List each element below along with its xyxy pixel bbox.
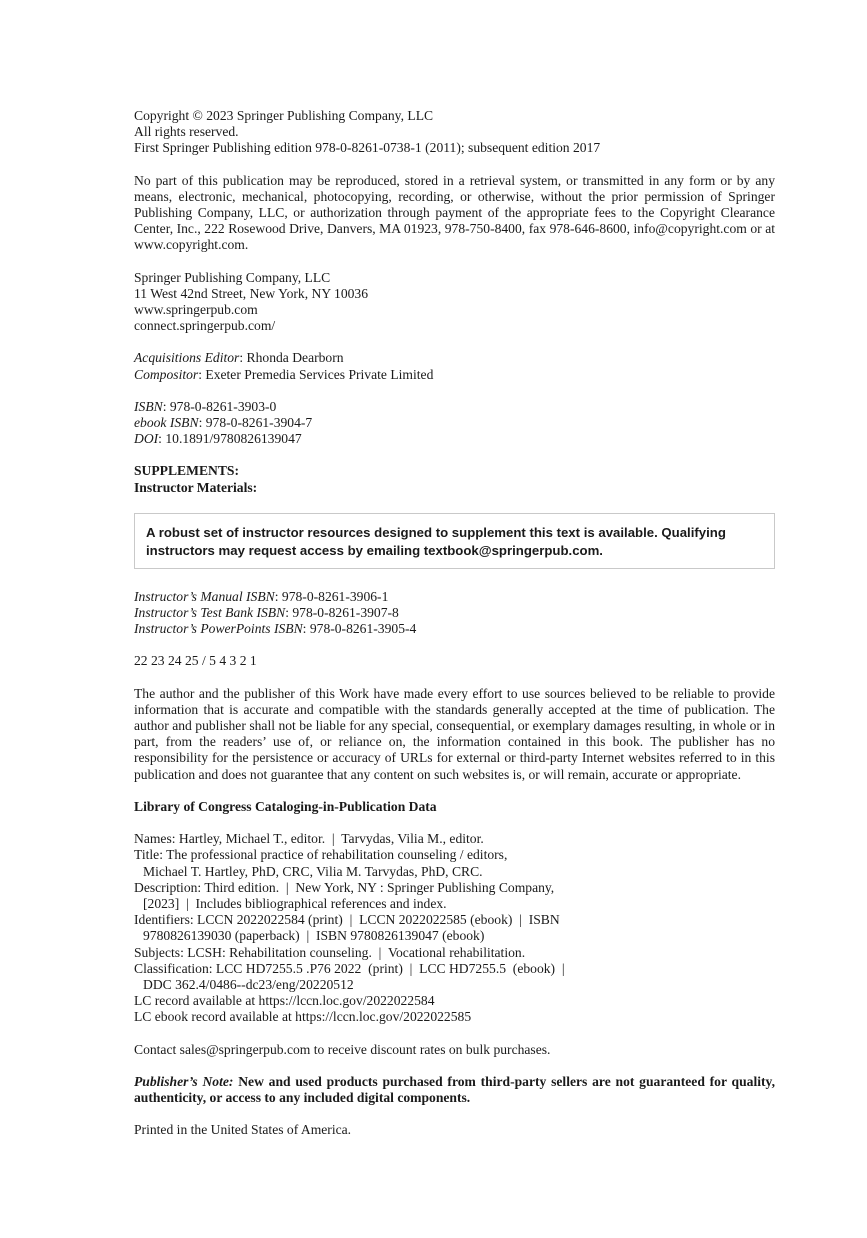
publisher-address: 11 West 42nd Street, New York, NY 10036 xyxy=(134,285,369,301)
credits-block xyxy=(134,350,775,382)
publisher-connect: connect.springerpub.com/ xyxy=(134,318,276,334)
ebook-isbn-label: ebook ISBN xyxy=(134,415,199,431)
ppt-isbn-label: Instructor’s PowerPoints ISBN xyxy=(134,621,303,637)
comp-value: : Exeter Premedia Services Private Limited xyxy=(198,366,434,382)
cip-line: LC ebook record available at https://lccn.loc.gov/2022022585 xyxy=(134,1009,472,1025)
testbank-isbn-label: Instructor’s Test Bank ISBN xyxy=(134,605,286,621)
acquisitions-editor xyxy=(134,350,775,366)
manual-isbn-line xyxy=(134,589,775,605)
cip-line: LC record available at https://lccn.loc.gov/2022022584 xyxy=(134,993,435,1009)
doi-line xyxy=(134,431,775,447)
ebook-isbn-line xyxy=(134,415,775,431)
publisher-block xyxy=(134,270,775,335)
acq-label: Acquisitions Editor xyxy=(134,350,240,366)
cip-line: Classification: LCC HD7255.5 .P76 2022 (print) | LCC HD7255.5 (ebook) | xyxy=(134,960,565,976)
edition-history: First Springer Publishing edition 978-0-8261-0738-1 (2011); subsequent edition 2017 xyxy=(134,140,601,156)
compositor xyxy=(134,367,775,383)
disclaimer: The author and the publisher of this Work have made every effort to use sources believed to be reliable to provide information that is accurate and compatible with the standards generally accepted at the time of publication. The author and publisher shall not be liable for any special, consequential, or exemplary damages resulting, in whole or in part, from the readers’ use of, or reliance on, the information contained in this book. The publisher has no responsibility for the persistence or accuracy of URLs for external or third-party Internet websites referred to in this publication and does not guarantee that any content on such websites is, or will remain, accurate or appropriate. xyxy=(134,685,775,782)
ebook-isbn-value: : 978-0-8261-3904-7 xyxy=(198,415,313,431)
acq-value: : Rhonda Dearborn xyxy=(239,350,344,366)
publisher-note-text: New and used products purchased from third-party sellers are not guaranteed for quality, authenticity, or access to any included digital components. xyxy=(134,1073,775,1105)
cip-line: Title: The professional practice of rehabilitation counseling / editors, xyxy=(134,847,508,863)
comp-label: Compositor xyxy=(134,366,199,382)
supplements-heading: SUPPLEMENTS: xyxy=(134,463,239,479)
supplements-block xyxy=(134,463,775,495)
manual-isbn-label: Instructor’s Manual ISBN xyxy=(134,588,275,604)
publisher-website: www.springerpub.com xyxy=(134,302,258,318)
copyright-line: Copyright © 2023 Springer Publishing Company, LLC xyxy=(134,108,434,123)
rights-notice: No part of this publication may be reproduced, stored in a retrieval system, or transmitted in any form or by any means, electronic, mechanical, photocopying, recording, or otherwise, without the prior permission of Springer Publishing Company, LLC, or authorization through payment of the appropriate fees to the Copyright Clearance Center, Inc., 222 Rosewood Drive, Danvers, MA 01923, 978-750-8400, fax 978-646-8600, info@copyright.com or at www.copyright.com. xyxy=(134,172,775,253)
contact-line: Contact sales@springerpub.com to receive discount rates on bulk purchases. xyxy=(134,1041,551,1057)
doi-label: DOI xyxy=(134,431,159,447)
publisher-note xyxy=(134,1074,775,1106)
copyright-page xyxy=(134,108,775,1138)
box-line-1: A robust set of instructor resources designed to supplement this text is available. Qualifying xyxy=(146,524,726,540)
instructor-materials-heading: Instructor Materials: xyxy=(134,479,258,495)
testbank-isbn-value: : 978-0-8261-3907-8 xyxy=(285,605,399,621)
cip-line: [2023] | Includes bibliographical references and index. xyxy=(143,895,447,911)
manual-isbn-value: : 978-0-8261-3906-1 xyxy=(274,588,389,604)
box-line-2: instructors may request access by emailing textbook@springerpub.com. xyxy=(146,542,603,558)
ppt-isbn-line xyxy=(134,621,775,637)
publisher-name: Springer Publishing Company, LLC xyxy=(134,269,331,285)
doi-value: : 10.1891/9780826139047 xyxy=(158,431,302,447)
instructor-resources-box xyxy=(134,513,775,569)
cip-line: Michael T. Hartley, PhD, CRC, Vilia M. Tarvydas, PhD, CRC. xyxy=(143,863,483,879)
cip-line: 9780826139030 (paperback) | ISBN 9780826139047 (ebook) xyxy=(143,928,485,944)
publisher-note-label: Publisher’s Note: xyxy=(134,1073,234,1089)
ppt-isbn-value: : 978-0-8261-3905-4 xyxy=(302,621,417,637)
identifiers-block xyxy=(134,399,775,448)
cip-line: Description: Third edition. | New York, NY : Springer Publishing Company, xyxy=(134,879,555,895)
cip-heading: Library of Congress Cataloging-in-Publication Data xyxy=(134,798,437,814)
cip-line: Subjects: LCSH: Rehabilitation counseling. | Vocational rehabilitation. xyxy=(134,944,526,960)
printed-in: Printed in the United States of America. xyxy=(134,1122,352,1138)
testbank-isbn-line xyxy=(134,605,775,621)
print-line: 22 23 24 25 / 5 4 3 2 1 xyxy=(134,653,257,669)
cip-line: DDC 362.4/0486--dc23/eng/20220512 xyxy=(143,976,354,992)
isbn-label: ISBN xyxy=(134,398,163,414)
cip-line: Identifiers: LCCN 2022022584 (print) | LCCN 2022022585 (ebook) | ISBN xyxy=(134,912,560,928)
cip-data-block xyxy=(134,831,775,1025)
isbn-line xyxy=(134,399,775,415)
copyright-block xyxy=(134,108,775,157)
instructor-isbns-block xyxy=(134,589,775,638)
isbn-value: : 978-0-8261-3903-0 xyxy=(162,398,277,414)
rights-reserved: All rights reserved. xyxy=(134,124,239,140)
cip-line: Names: Hartley, Michael T., editor. | Tarvydas, Vilia M., editor. xyxy=(134,831,484,847)
